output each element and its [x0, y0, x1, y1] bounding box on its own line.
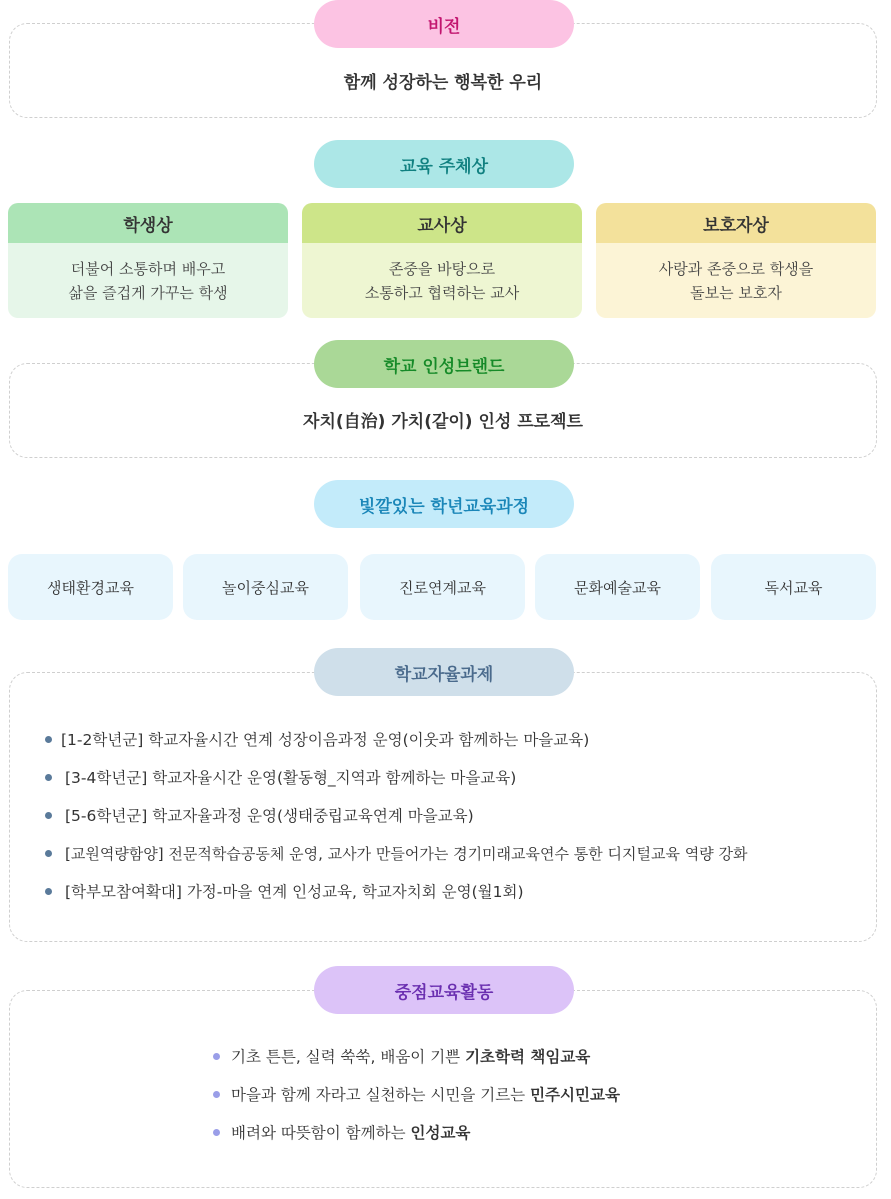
teacher-card: [302, 203, 582, 318]
curriculum-item-career: 진로연계교육: [360, 554, 525, 620]
parent-card: [596, 203, 876, 318]
parent-card-line2: 돌보는 보호자: [690, 283, 782, 302]
focus-item-text: 배려와 따뜻함이 함께하는: [231, 1124, 411, 1142]
vision-text: 함께 성장하는 행복한 우리: [343, 73, 543, 93]
parent-card-body: [596, 243, 876, 318]
subjects-title-pill: [314, 140, 574, 188]
list-item: [45, 804, 747, 842]
bullet-dot: [213, 1091, 220, 1098]
autonomy-title-pill: [314, 648, 574, 696]
bullet-dot: [45, 850, 52, 857]
focus-list: [213, 1045, 620, 1159]
focus-title-pill: [314, 966, 574, 1014]
student-card-line2: 삶을 즐겁게 가꾸는 학생: [68, 283, 228, 302]
curriculum-item-eco: 생태환경교육: [8, 554, 173, 620]
curriculum-item-play: 놀이중심교육: [183, 554, 348, 620]
teacher-card-body: [302, 243, 582, 318]
curriculum-item-reading: 독서교육: [711, 554, 876, 620]
focus-item-text: 마을과 함께 자라고 실천하는 시민을 기르는: [231, 1086, 531, 1104]
curriculum-title-pill: [314, 480, 574, 528]
bullet-dot: [45, 774, 52, 781]
teacher-card-header: 교사상: [302, 203, 582, 243]
list-item: [213, 1121, 620, 1159]
student-card-line1: 더불어 소통하며 배우고: [70, 259, 226, 278]
focus-item-bold: 인성교육: [410, 1124, 471, 1142]
list-item: [45, 766, 747, 804]
autonomy-item-text: [3-4학년군] 학교자율시간 운영(활동형_지역과 함께하는 마을교육): [65, 769, 517, 787]
list-item: [45, 728, 747, 766]
student-card-body: [8, 243, 288, 318]
student-card: [8, 203, 288, 318]
autonomy-list: [45, 728, 747, 918]
autonomy-item-text: [1-2학년군] 학교자율시간 연계 성장이음과정 운영(이웃과 함께하는 마을교육): [61, 731, 590, 749]
focus-item-bold: 민주시민교육: [530, 1086, 620, 1104]
brand-title: 학교 인성브랜드: [383, 356, 505, 377]
brand-text: 자치(自治) 가치(같이) 인성 프로젝트: [303, 412, 583, 432]
brand-title-pill: [314, 340, 574, 388]
teacher-card-line1: 존중을 바탕으로: [388, 259, 496, 278]
bullet-dot: [45, 888, 52, 895]
autonomy-item-text: [교원역량함양] 전문적학습공동체 운영, 교사가 만들어가는 경기미래교육연수 통한 디지털교육 역량 강화: [65, 845, 748, 863]
focus-title: 중점교육활동: [394, 982, 494, 1003]
parent-card-line1: 사랑과 존중으로 학생을: [658, 259, 814, 278]
focus-item-bold: 기초학력 책임교육: [465, 1048, 591, 1066]
bullet-dot: [45, 736, 52, 743]
teacher-card-line2: 소통하고 협력하는 교사: [364, 283, 520, 302]
curriculum-title: 빛깔있는 학년교육과정: [358, 496, 530, 517]
autonomy-title: 학교자율과제: [394, 664, 494, 685]
vision-title: 비전: [427, 16, 461, 37]
curriculum-item-arts: 문화예술교육: [535, 554, 700, 620]
list-item: [45, 880, 747, 918]
autonomy-item-text: [학부모참여확대] 가정-마을 연계 인성교육, 학교자치회 운영(월1회): [65, 883, 524, 901]
autonomy-item-text: [5-6학년군] 학교자율과정 운영(생태중립교육연계 마을교육): [65, 807, 474, 825]
vision-title-pill: [314, 0, 574, 48]
subjects-title: 교육 주체상: [399, 156, 489, 177]
student-card-header: 학생상: [8, 203, 288, 243]
parent-card-header: 보호자상: [596, 203, 876, 243]
list-item: [45, 842, 747, 880]
list-item: [213, 1045, 620, 1083]
bullet-dot: [213, 1129, 220, 1136]
bullet-dot: [45, 812, 52, 819]
bullet-dot: [213, 1053, 220, 1060]
list-item: [213, 1083, 620, 1121]
focus-item-text: 기초 튼튼, 실력 쑥쑥, 배움이 기쁜: [231, 1048, 466, 1066]
